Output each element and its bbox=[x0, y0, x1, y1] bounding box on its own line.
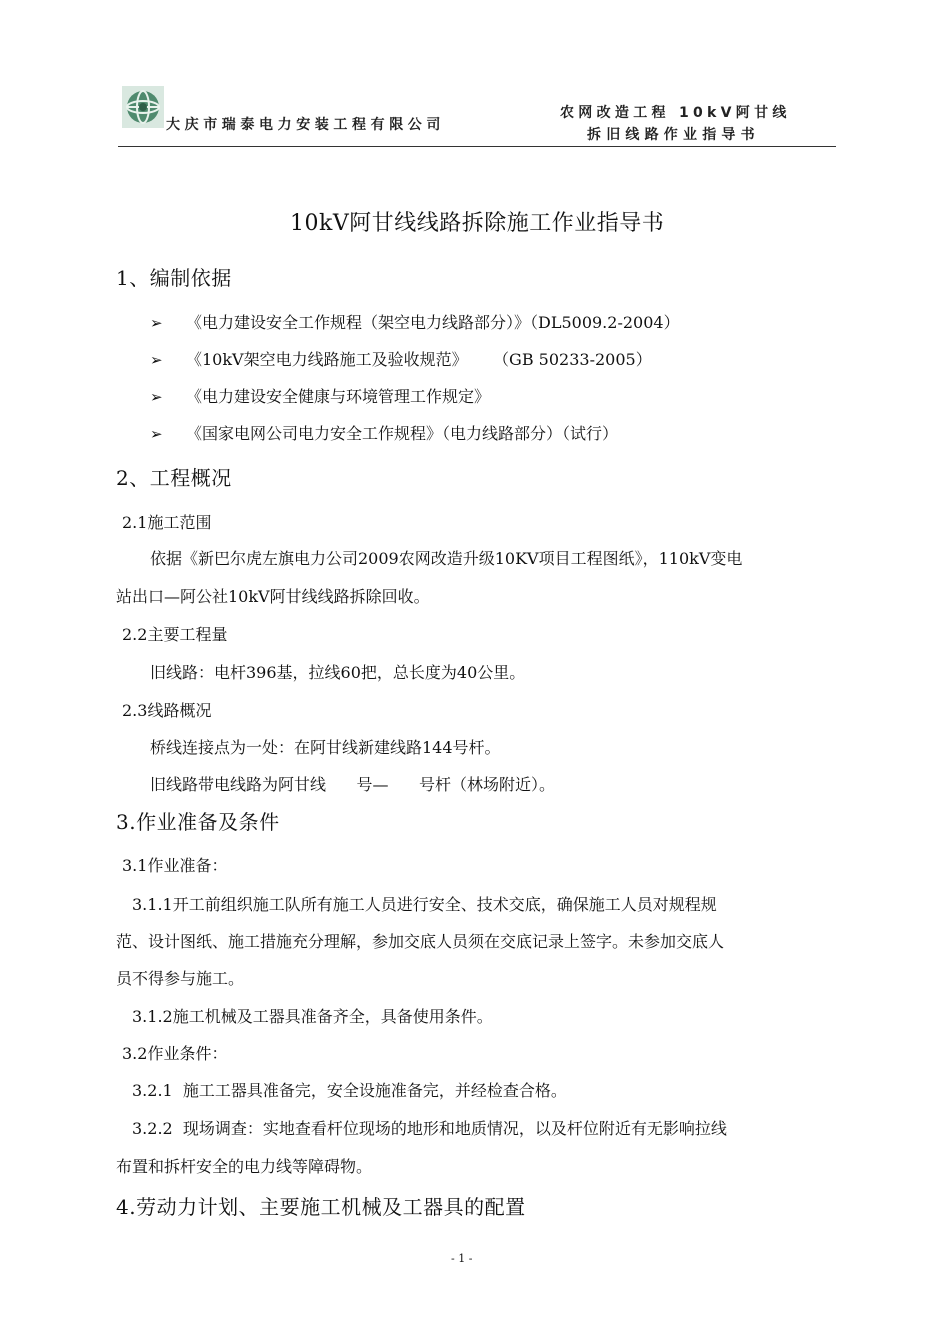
paragraph-2-3-line1: 桥线连接点为一处：在阿甘线新建线路144号杆。 bbox=[150, 738, 501, 757]
basis-item-4 bbox=[150, 421, 618, 444]
project-name-line1: 农网改造工程 10kV阿甘线 bbox=[560, 105, 791, 121]
subsection-2-1: 2.1施工范围 bbox=[122, 513, 212, 532]
paragraph-3-1-1-line2: 范、设计图纸、施工措施充分理解，参加交底人员须在交底记录上签字。未参加交底人 bbox=[116, 932, 725, 951]
section-3-heading: 3.作业准备及条件 bbox=[116, 810, 280, 834]
paragraph-3-1-1-line1: 3.1.1开工前组织施工队所有施工人员进行安全、技术交底，确保施工人员对规程规 bbox=[132, 895, 717, 914]
basis-item-2 bbox=[150, 347, 652, 370]
paragraph-2-2-line1: 旧线路：电杆396基，拉线60把，总长度为40公里。 bbox=[150, 663, 526, 682]
header-divider bbox=[118, 146, 836, 147]
basis-item-text: 《电力建设安全健康与环境管理工作规定》 bbox=[186, 387, 491, 406]
paragraph-2-1-line1: 依据《新巴尔虎左旗电力公司2009农网改造升级10KV项目工程图纸》，110kV变电 bbox=[150, 549, 743, 568]
basis-item-1 bbox=[150, 310, 680, 333]
subsection-2-3: 2.3线路概况 bbox=[122, 701, 212, 720]
subsection-2-2: 2.2主要工程量 bbox=[122, 625, 228, 644]
paragraph-3-1-1-line3: 员不得参与施工。 bbox=[116, 969, 245, 988]
paragraph-3-1-2: 3.1.2施工机械及工器具准备齐全，具备使用条件。 bbox=[132, 1007, 493, 1026]
paragraph-2-1-line2: 站出口—阿公社10kV阿甘线线路拆除回收。 bbox=[116, 587, 430, 606]
paragraph-3-2-2-line1: 3.2.2 现场调查：实地查看杆位现场的地形和地质情况，以及杆位附近有无影响拉线 bbox=[132, 1119, 727, 1138]
subsection-3-2: 3.2作业条件： bbox=[122, 1044, 228, 1063]
subsection-3-1: 3.1作业准备： bbox=[122, 856, 228, 875]
paragraph-3-2-1: 3.2.1 施工工器具准备完，安全设施准备完，并经检查合格。 bbox=[132, 1081, 567, 1100]
basis-item-text: 《电力建设安全工作规程（架空电力线路部分）》（DL5009.2-2004） bbox=[186, 313, 680, 332]
arrowhead-bullet-icon: ➢ bbox=[150, 351, 163, 369]
section-2-heading: 2、工程概况 bbox=[116, 466, 232, 490]
basis-item-3 bbox=[150, 384, 490, 407]
company-logo bbox=[122, 86, 164, 128]
paragraph-2-3-line2: 旧线路带电线路为阿甘线 号— 号杆（林场附近）。 bbox=[150, 775, 556, 794]
basis-item-text: 《国家电网公司电力安全工作规程》（电力线路部分）（试行） bbox=[186, 424, 619, 443]
paragraph-3-2-2-line2: 布置和拆杆安全的电力线等障碍物。 bbox=[116, 1157, 373, 1176]
project-name-line2: 拆旧线路作业指导书 bbox=[587, 127, 760, 143]
document-title: 10kV阿甘线线路拆除施工作业指导书 bbox=[290, 211, 665, 236]
page-number: - 1 - bbox=[451, 1252, 473, 1265]
section-4-heading: 4.劳动力计划、主要施工机械及工器具的配置 bbox=[116, 1195, 526, 1219]
basis-item-text: 《10kV架空电力线路施工及验收规范》 （GB 50233-2005） bbox=[186, 350, 652, 369]
arrowhead-bullet-icon: ➢ bbox=[150, 425, 163, 443]
arrowhead-bullet-icon: ➢ bbox=[150, 388, 163, 406]
section-1-heading: 1、编制依据 bbox=[116, 266, 232, 290]
arrowhead-bullet-icon: ➢ bbox=[150, 314, 163, 332]
company-name: 大庆市瑞泰电力安装工程有限公司 bbox=[166, 117, 445, 133]
